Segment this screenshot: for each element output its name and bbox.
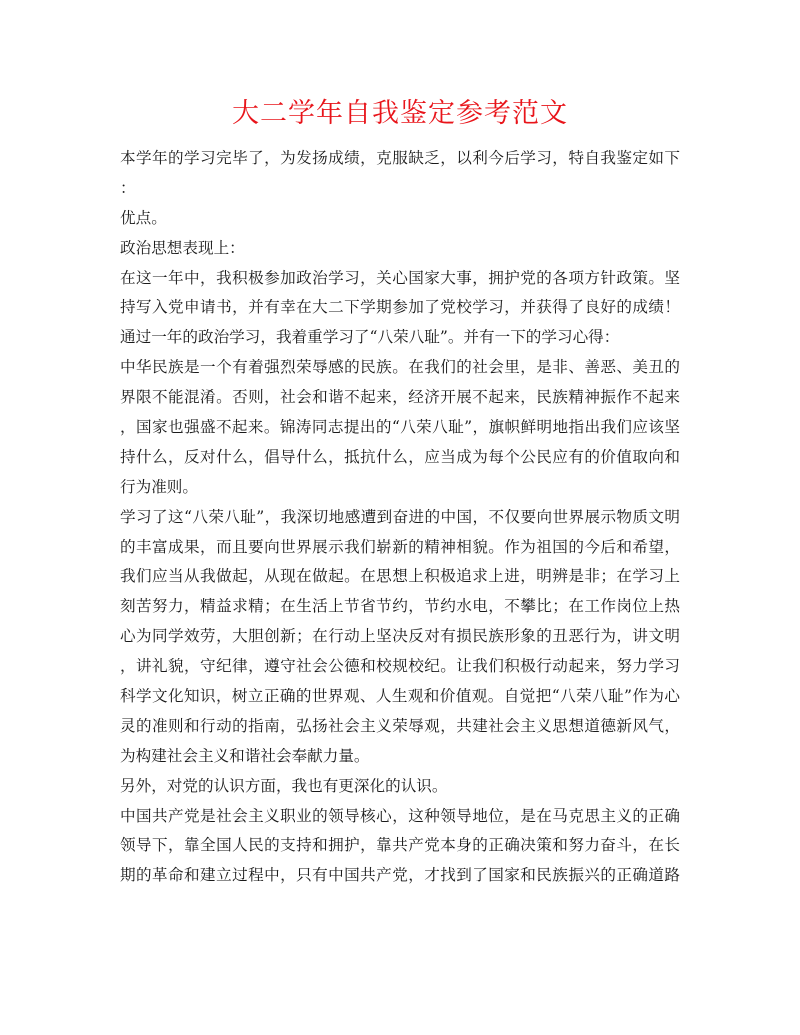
body-line: 中华民族是一个有着强烈荣辱感的民族。在我们的社会里，是非、善恶、美丑的	[120, 358, 680, 377]
body-line: 期的革命和建立过程中，只有中国共产党，才找到了国家和民族振兴的正确道路	[120, 866, 680, 885]
body-line: 持写入党申请书，并有幸在大二下学期参加了党校学习，并获得了良好的成绩！	[120, 298, 680, 317]
body-line: 心为同学效劳，大胆创新；在行动上坚决反对有损民族形象的丑恶行为，讲文明	[120, 627, 680, 646]
body-line: 灵的准则和行动的指南，弘扬社会主义荣辱观，共建社会主义思想道德新风气，	[120, 716, 680, 735]
body-line: 在这一年中，我积极参加政治学习，关心国家大事，拥护党的各项方针政策。坚	[120, 268, 680, 287]
body-line: 领导下，靠全国人民的支持和拥护，靠共产党本身的正确决策和努力奋斗，在长	[120, 836, 680, 855]
body-line: 优点。	[120, 208, 167, 227]
body-line: 行为准则。	[120, 477, 198, 496]
body-line: 刻苦努力，精益求精；在生活上节省节约，节约水电，不攀比；在工作岗位上热	[120, 597, 680, 616]
body-line: 另外，对党的认识方面，我也有更深化的认识。	[120, 776, 448, 795]
body-line: ，国家也强盛不起来。锦涛同志提出的“八荣八耻”，旗帜鲜明地指出我们应该坚	[120, 418, 680, 437]
body-line: 持什么，反对什么，倡导什么，抵抗什么，应当成为每个公民应有的价值取向和	[120, 447, 680, 466]
body-line: 我们应当从我做起，从现在做起。在思想上积极追求上进，明辨是非；在学习上	[120, 567, 680, 586]
body-line: 学习了这“八荣八耻”，我深切地感遭到奋进的中国，不仅要向世界展示物质文明	[120, 507, 680, 526]
body-line: ：	[120, 178, 136, 197]
body-line: 科学文化知识，树立正确的世界观、人生观和价值观。自觉把“八荣八耻”作为心	[120, 687, 680, 706]
body-line: 通过一年的政治学习，我着重学习了“八荣八耻”。并有一下的学习心得：	[120, 328, 620, 347]
body-line: 的丰富成果，而且要向世界展示我们崭新的精神相貌。作为祖国的今后和希望，	[120, 537, 680, 556]
document-body	[120, 144, 680, 891]
document-title: 大二学年自我鉴定参考范文	[232, 98, 568, 129]
body-line: ，讲礼貌，守纪律，遵守社会公德和校规校纪。让我们积极行动起来，努力学习	[120, 657, 680, 676]
body-line: 界限不能混淆。否则，社会和谐不起来，经济开展不起来，民族精神振作不起来	[120, 388, 680, 407]
body-line: 为构建社会主义和谐社会奉献力量。	[120, 746, 370, 765]
body-line: 本学年的学习完毕了，为发扬成绩，克服缺乏，以利今后学习，特自我鉴定如下	[120, 149, 680, 167]
body-line: 政治思想表现上：	[120, 238, 245, 257]
body-line: 中国共产党是社会主义职业的领导核心，这种领导地位，是在马克思主义的正确	[120, 806, 680, 825]
